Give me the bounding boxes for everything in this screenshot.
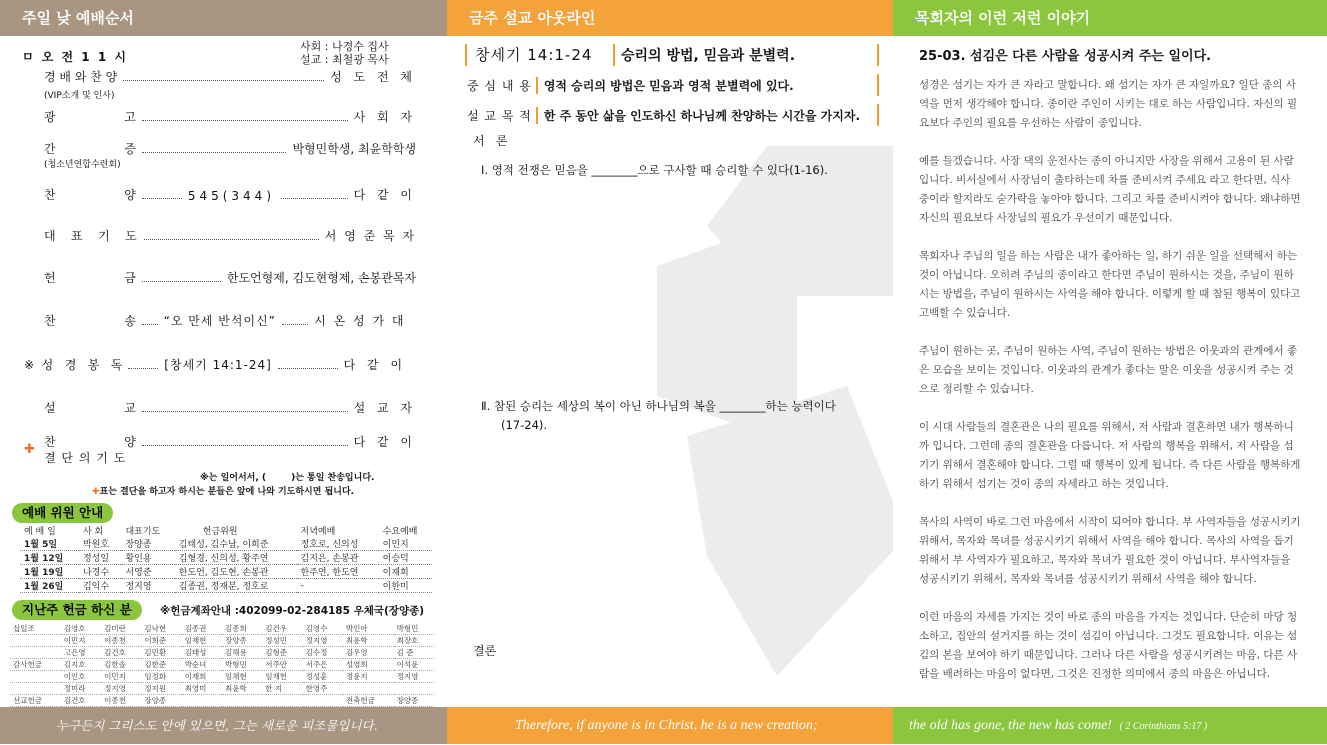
cell: 김형경, 신의성, 황주연 — [175, 551, 297, 565]
cell: 정지영 — [394, 671, 434, 683]
point-two-ref: (17-24). — [501, 418, 548, 432]
cell: 1월 5일 — [20, 537, 79, 551]
cell: 서영준 — [121, 565, 174, 579]
duty-header: 대표기도 — [125, 527, 161, 537]
cell: 김형준 — [262, 647, 302, 659]
cell — [10, 647, 61, 659]
table-row — [10, 635, 434, 647]
divider — [877, 104, 879, 126]
cell: 한도언, 김도현, 손봉관 — [175, 565, 297, 579]
cell: 성영희 — [343, 659, 394, 671]
item-mid: 545(344) — [187, 189, 275, 203]
cell: 이재희 — [182, 671, 222, 683]
cell: 박원호 — [79, 537, 121, 551]
sermon-goal-text: 한 주 동안 삶을 인도하신 하나님께 찬양하는 시간을 가지자. — [543, 108, 861, 123]
cell — [343, 683, 394, 695]
item-value: 다 같 이 — [343, 358, 407, 372]
offering-account: ※헌금계좌안내 :402099-02-284185 우체국(장양종) — [160, 605, 425, 617]
item-name: 찬 양 — [44, 188, 136, 202]
service-item — [24, 356, 416, 373]
leader-preacher: 설교 : 최철광 목사 — [300, 53, 389, 66]
essay-title: 25-03. 섬김은 다른 사람을 성공시켜 주는 일이다. — [919, 49, 1212, 64]
cell: - — [297, 579, 379, 593]
cell: 임정화 — [141, 671, 181, 683]
item-value: 다 같 이 — [353, 188, 417, 202]
cell: 박형민 — [222, 659, 262, 671]
cell — [262, 695, 302, 707]
cell: 1월 12일 — [20, 551, 79, 565]
sermon-title: 승리의 방법, 믿음과 분별력. — [621, 48, 796, 64]
service-item — [44, 140, 416, 157]
essay-paragraph: 목사의 사역이 바로 그런 마음에서 시작이 되어야 합니다. 부 사역자들을 성공시키기 위해서, 목자와 목녀를 성공시키기 위해서 사역을 해야 합니다. 목사의 사역을 돕기 위해서 부 사역자가 필요하고, 목자와 목녀가 필요한 것이 아닙니다. 부사역자들을 성공시키기 위해서, 목자와 목녀를 성공시키기 위해서 사역을 해야 합니다. — [919, 516, 1301, 585]
duty-header: 저녁예배 — [300, 527, 336, 537]
sermon-goal — [467, 104, 860, 126]
main-point — [467, 74, 794, 96]
cell: 장양종 — [222, 635, 262, 647]
cell: 이종천 — [101, 695, 141, 707]
cell: 김민환 — [141, 647, 181, 659]
cell: 김종권 — [182, 623, 222, 635]
pastor-story-column — [893, 36, 1327, 707]
cell: 임재현 — [182, 635, 222, 647]
service-item — [44, 68, 416, 85]
cell: 정지영 — [121, 579, 174, 593]
table-row — [10, 683, 434, 695]
item-value: 박형민학생, 최윤학학생 — [292, 142, 416, 156]
essay-paragraph: 성경은 섬기는 자가 큰 자라고 말합니다. 왜 섬기는 자가 큰 자일까요? 일단 종의 사역을 먼저 생각해야 합니다. 종이란 주인이 시키는 대로 하는 사람입니다. 자신의 필요보다 주인의 필요를 우선하는 사람이 종입니다. — [919, 79, 1298, 129]
item-name: 찬 송 — [44, 314, 136, 328]
cell: 정성민 — [262, 635, 302, 647]
service-item — [44, 186, 416, 203]
item-value: 성 도 전 체 — [330, 70, 416, 84]
cell: 박순녀 — [182, 659, 222, 671]
cell: 황인용 — [121, 551, 174, 565]
service-item — [44, 227, 416, 244]
cell: 정호로, 신의성 — [297, 537, 379, 551]
cell — [222, 695, 262, 707]
item-name: 광 고 — [44, 110, 136, 124]
cell: 최윤학 — [343, 635, 394, 647]
main-point-text: 영적 승리의 방법은 믿음과 영적 분별력에 있다. — [543, 78, 794, 93]
item-name: 경 배 와 찬 양 — [44, 70, 118, 84]
item-mid: [창세기 14:1-24] — [164, 358, 272, 372]
cell: 한주연, 한도연 — [297, 565, 379, 579]
point-one: Ⅰ. 영적 전쟁은 믿음을 ________으로 구사할 때 승리할 수 있다(1-16). — [481, 163, 828, 177]
cell: 이희준 — [141, 635, 181, 647]
intro-label: 서 론 — [473, 134, 508, 148]
leader-host: 사회 : 나경수 집사 — [300, 40, 389, 53]
cell: 김한준 — [141, 659, 181, 671]
sermon-scripture: 창세기 14:1-24 — [475, 46, 593, 64]
item-sub: (청소년연합수련회) — [44, 160, 121, 170]
cell: 서주안 — [262, 659, 302, 671]
cell: 김한솔 — [101, 659, 141, 671]
cell: 김해용 — [222, 647, 262, 659]
cell: 박인아 — [343, 623, 394, 635]
cell — [394, 683, 434, 695]
main-point-key: 중 심 내 용 — [467, 77, 538, 94]
cell: 이민지 — [379, 537, 432, 551]
cell: 김영수 — [303, 623, 343, 635]
item-value: 설 교 자 — [353, 401, 416, 415]
cell: 김낙현 — [141, 623, 181, 635]
cell: 장양종 — [394, 695, 434, 707]
cell: 장양종 — [141, 695, 181, 707]
point-two: Ⅱ. 참된 승리는 세상의 복이 아닌 하나님의 복을 ________하는 능력이다 — [481, 399, 836, 413]
item-sub: (VIP소개 및 인사) — [44, 91, 115, 101]
cell: 김지은, 손봉관 — [297, 551, 379, 565]
table-row — [10, 623, 434, 635]
duty-header-row — [20, 524, 432, 537]
service-leaders — [300, 40, 389, 66]
cell: 정지원 — [141, 683, 181, 695]
essay-paragraph: 주님이 원하는 곳, 주님이 원하는 사역, 주님이 원하는 방법은 이웃과의 관계에서 좋은 모습을 보이는 것입니다. 이웃과의 관계가 좋다는 말은 이웃을 성공시켜 주는 것으로 정리할 수 있습니다. — [919, 345, 1298, 395]
item-value: 서 영 준 목 자 — [324, 229, 416, 243]
cell: 김미란 — [101, 623, 141, 635]
sermon-outline-column — [447, 36, 893, 707]
footer-right — [893, 707, 1327, 744]
cell: 김건호 — [61, 695, 101, 707]
cell: 김익수 — [79, 579, 121, 593]
cell — [10, 671, 61, 683]
cell: 최윤학 — [222, 683, 262, 695]
cell: 정성일 — [79, 551, 121, 565]
cell: 1월 26일 — [20, 579, 79, 593]
cell: 정미라 — [61, 683, 101, 695]
essay-paragraph: 이 시대 사람들의 결혼관은 나의 필요를 위해서, 저 사람과 결혼하면 내가 행복하니까 입니다. 그런데 종의 결혼관을 다릅니다. 저 사람의 행복을 위해서, 저 사람을 섬기기 위해서 결혼해야 합니다. 그럴 때 행복이 있게 됩니다. 즉 다른 사람을 행복하게 하기 위해서 섬기는 것이 종의 자세라고 하는 것입니다. — [919, 421, 1301, 490]
item-value: 한도언형제, 김도현형제, 손봉관목자 — [226, 271, 416, 285]
table-row — [10, 659, 434, 671]
cell: 이인호 — [61, 671, 101, 683]
cell: 십일조 — [10, 623, 61, 635]
cell: 김영호 — [61, 623, 101, 635]
divider — [877, 74, 879, 96]
item-name: 간 증 — [44, 142, 136, 156]
divider — [465, 44, 467, 66]
cell: 최영미 — [182, 683, 222, 695]
item-sub: 결 단 의 기 도 — [44, 451, 127, 465]
service-item — [44, 108, 416, 125]
header-sermon-outline: 금주 설교 아웃라인 — [447, 0, 893, 36]
duty-header: 헌금위원 — [202, 527, 238, 537]
cell: 김 준 — [394, 647, 434, 659]
duty-table — [20, 524, 432, 593]
table-row — [20, 579, 432, 593]
table-row — [20, 551, 432, 565]
cell: 김건호 — [101, 647, 141, 659]
cell: 김지호 — [61, 659, 101, 671]
cell — [182, 695, 222, 707]
cell — [10, 683, 61, 695]
cross-icon: ✚ — [24, 442, 35, 457]
item-value: 시 온 성 가 대 — [314, 314, 406, 328]
divider — [877, 44, 879, 66]
table-row — [10, 695, 434, 707]
note-standing: ※는 일어서서, ( )는 통일 찬송입니다. — [200, 473, 375, 483]
item-name: 찬 양 — [44, 435, 136, 449]
sermon-goal-key: 설 교 목 적 — [467, 107, 538, 124]
cell: 서주은 — [303, 659, 343, 671]
cell: 이석윤 — [394, 659, 434, 671]
cell: 이한미 — [379, 579, 432, 593]
cell: 전축헌금 — [343, 695, 394, 707]
service-item — [44, 399, 416, 416]
cell: 이승덕 — [379, 551, 432, 565]
cell: 이민지 — [101, 671, 141, 683]
cell — [10, 635, 61, 647]
conclusion-label: 결론 — [473, 644, 497, 658]
cell: 장양종 — [121, 537, 174, 551]
cross-icon: ✚ — [92, 487, 100, 497]
item-name: 설 교 — [44, 401, 136, 415]
duty-header: 사 회 — [82, 527, 104, 537]
cell: 정지영 — [101, 683, 141, 695]
cell: 정지영 — [303, 635, 343, 647]
cell: 김태성 — [182, 647, 222, 659]
cell: 정성훈 — [303, 671, 343, 683]
item-name: ※ 성 경 봉 독 — [24, 358, 123, 372]
header-pastor-story: 목회자의 이런 저런 이야기 — [893, 0, 1327, 36]
essay-paragraph: 예를 들겠습니다. 사장 댁의 운전사는 종이 아니지만 사장을 위해서 고용이 된 사람입니다. 비서실에서 사장님이 출타하는데 차를 준비시켜 주세요 라고 한다면, 식사 중이라 할지라도 숟가락을 놓아야 합니다. 그리고 차를 준비시켜야 합니다. 왜냐하면 자신의 필요보다 사장님의 필요가 우선이기 때문입니다. — [919, 155, 1301, 224]
cell: 임채현 — [222, 671, 262, 683]
duty-title: 예배 위원 안내 — [12, 503, 113, 523]
footer-ref: ( 2 Corinthians 5:17 ) — [1119, 721, 1208, 732]
item-value: 다 같 이 — [353, 435, 416, 449]
cell: 임재헌 — [262, 671, 302, 683]
footer-right-text: the old has gone, the new has come! — [909, 718, 1112, 733]
item-name: 대 표 기 도 — [44, 229, 138, 243]
cell: 고은영 — [61, 647, 101, 659]
service-item — [44, 433, 416, 450]
table-row — [20, 565, 432, 579]
worship-order-column — [0, 36, 447, 707]
essay-paragraph: 이런 마음의 자세를 가지는 것이 바로 종의 마음을 가지는 것입니다. 단순히 마당 청소하고, 집안의 설거지를 하는 것이 섬김이 아닙니다. 그것도 필요합니다. 이유는 섬김의 본을 보여야 하기 때문입니다. 그러나 다른 사람을 성공시키려는 마음, 다른 사람을 배려하는 마음이 없다면, 그것은 진정한 의미에서 종의 마음은 아닙니다. — [919, 611, 1298, 680]
cell: 김태성, 김수남, 이희준 — [175, 537, 297, 551]
footer-mid: Therefore, if anyone is in Christ, he is a new creation; — [447, 707, 893, 744]
essay-paragraph: 목회자나 주님의 일을 하는 사람은 내가 좋아하는 일, 하기 쉬운 일을 선택해서 하는 것이 아닙니다. 오히려 주님의 종이라고 한다면 주님이 원하시는 것을, 주님이 원하시는 방법을, 주님이 원하시는 사역을 해야 합니다. 이렇게 할 때 참된 행복이 있다고 고백할 수 있습니다. — [919, 250, 1301, 319]
footer-left: 누구든지 그리스도 안에 있으면, 그는 새로운 피조물입니다. — [0, 707, 447, 744]
cell: 최장호 — [394, 635, 434, 647]
cell: 정윤지 — [343, 671, 394, 683]
note-decision — [92, 484, 354, 497]
cell — [303, 695, 343, 707]
cell: 나경수 — [79, 565, 121, 579]
divider — [613, 44, 615, 66]
header-worship-order: 주일 낮 예배순서 — [0, 0, 447, 36]
cell: 김수정 — [303, 647, 343, 659]
cell: 이종천 — [101, 635, 141, 647]
cell: 선교헌금 — [10, 695, 61, 707]
essay-body — [919, 76, 1303, 703]
cell: 감사헌금 — [10, 659, 61, 671]
offering-title: 지난주 헌금 하신 분 — [12, 600, 142, 620]
service-item — [44, 269, 416, 286]
cell: 이민지 — [61, 635, 101, 647]
cell: 김종희 — [222, 623, 262, 635]
service-item — [44, 312, 416, 329]
cell: 한영주 — [303, 683, 343, 695]
offering-table — [10, 623, 434, 707]
cell: 박형민 — [394, 623, 434, 635]
cell: 김건우 — [262, 623, 302, 635]
table-row — [20, 537, 432, 551]
item-value: 사 회 자 — [353, 110, 416, 124]
duty-header: 수요예배 — [382, 527, 418, 537]
item-mid: “오 만세 반석이신” — [163, 314, 276, 328]
cell: 김종권, 정재분, 정호로 — [175, 579, 297, 593]
cell: 1월 19일 — [20, 565, 79, 579]
watermark-graphic — [647, 86, 893, 706]
cell: 이재희 — [379, 565, 432, 579]
duty-header: 예 배 일 — [24, 527, 56, 537]
item-name: 헌 금 — [44, 271, 136, 285]
note-decision-text: 표는 결단을 하고자 하시는 분들은 앞에 나와 기도하시면 됩니다. — [99, 487, 355, 497]
service-time: ㅁ 오 전 1 1 시 — [22, 50, 128, 64]
table-row — [10, 671, 434, 683]
cell: 한 지 — [262, 683, 302, 695]
cell: 김우영 — [343, 647, 394, 659]
table-row — [10, 647, 434, 659]
